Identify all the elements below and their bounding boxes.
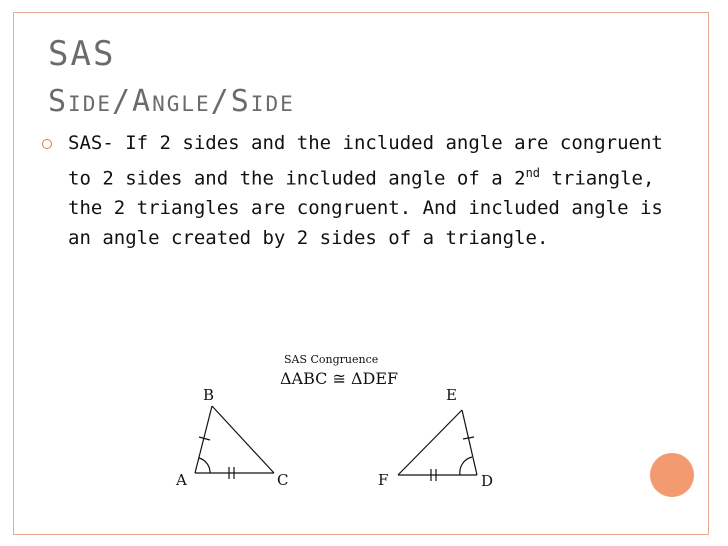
vertex-label-c: C (277, 471, 289, 489)
vertex-label-a: A (176, 471, 187, 489)
decorative-circle (650, 453, 694, 497)
vertex-label-d: D (481, 472, 494, 490)
diagram-heading: SAS Congruence (284, 353, 379, 366)
side-ef (398, 410, 462, 475)
side-bc (212, 406, 274, 473)
slide-title (48, 30, 295, 126)
sas-congruence-diagram (160, 340, 520, 500)
triangle-abc (195, 406, 274, 479)
bullet-text-part-2: triangle, the 2 triangles are congruent. And included angle is an angle created by 2 sides of a triangle. (68, 167, 663, 250)
vertex-label-f: F (378, 471, 389, 489)
ordinal-superscript: nd (525, 166, 541, 180)
title-line-1: SAS (48, 34, 116, 74)
vertex-label-e: E (446, 386, 457, 404)
angle-arc-d (460, 457, 472, 475)
angle-arc-a (199, 458, 210, 473)
bullet-list (40, 128, 680, 253)
side-ed (462, 410, 477, 475)
congruence-statement: ΔABC ≅ ΔDEF (280, 369, 399, 388)
triangle-def (398, 410, 477, 481)
bullet-item (40, 128, 680, 253)
vertex-label-b: B (203, 386, 215, 404)
bullet-text-part-1: SAS- If 2 sides and the included angle are congruent to 2 sides and the included angle of a 2 (68, 132, 663, 190)
title-line-2: Side/Angle/Side (48, 84, 295, 119)
circle-bullet-icon (42, 139, 52, 149)
